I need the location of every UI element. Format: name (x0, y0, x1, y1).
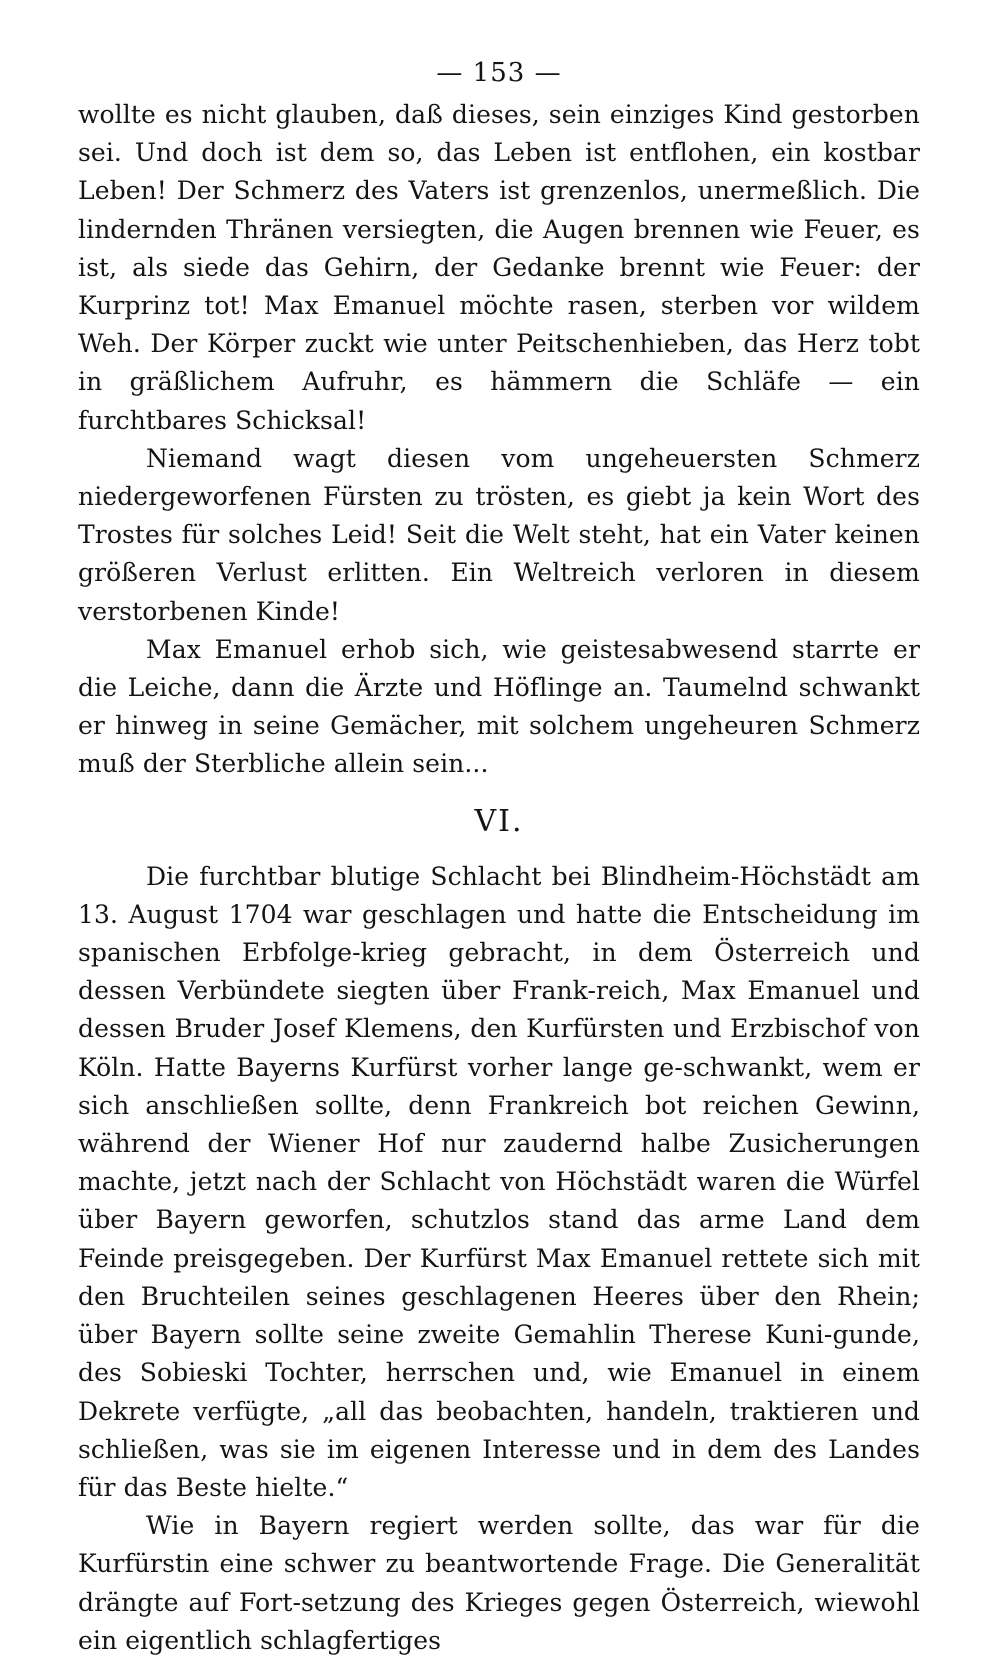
paragraph: Wie in Bayern regiert werden sollte, das war für die Kurfürstin eine schwer zu beantwortende Frage. Die Generalität drängte auf Fort-setzung des Krieges gegen Österreich, wiewohl ein eigentlich schlagfertiges (78, 1511, 920, 1655)
paragraph: Max Emanuel erhob sich, wie geistesabwesend starrte er die Leiche, dann die Ärzte und Höflinge an. Taumelnd schwankt er hinweg in seine Gemächer, mit solchem ungeheuren Schmerz muß der Sterbliche allein sein... (78, 634, 920, 779)
paragraph-continued: wollte es nicht glauben, daß dieses, sein einziges Kind gestorben sei. Und doch ist dem so, das Leben ist entflohen, ein kostbar Leben! Der Schmerz des Vaters ist grenzenlos, unermeßlich. Die lindernden Thränen versiegten, die Augen brennen wie Feuer, es ist, als siede das Gehirn, der Gedanke brennt wie Feuer: der Kurprinz tot! Max Emanuel möchte rasen, sterben vor wildem Weh. Der Körper zuckt wie unter Peitschenhieben, das Herz tobt in gräßlichem Aufruhr, es hämmern die Schläfe — ein furchtbares Schicksal! (78, 100, 920, 435)
page-number: — 153 — (436, 58, 562, 88)
paragraph: Niemand wagt diesen vom ungeheuersten Schmerz niedergeworfenen Fürsten zu trösten, es giebt ja kein Wort des Trostes für solches Leid! Seit die Welt steht, hat ein Vater keinen größeren Verlust erlitten. Ein Weltreich verloren in diesem verstorbenen Kinde! (78, 443, 920, 626)
section-heading: VI. (474, 803, 524, 839)
paragraph: Die furchtbar blutige Schlacht bei Blindheim-Höchstädt am 13. August 1704 war geschlagen und hatte die Entscheidung im spanischen Erbfolge-krieg gebracht, in dem Österreich und dessen Verbündete siegten über Frank-reich, Max Emanuel und dessen Bruder Josef Klemens, den Kurfürsten und Erzbischof von Köln. Hatte Bayerns Kurfürst vorher lange ge-schwankt, wem er sich anschließen sollte, denn Frankreich bot reichen Gewinn, während der Wiener Hof nur zaudernd halbe Zusicherungen machte, jetzt nach der Schlacht von Höchstädt waren die Würfel über Bayern geworfen, schutzlos stand das arme Land dem Feinde preisgegeben. Der Kurfürst Max Emanuel rettete sich mit den Bruchteilen seines geschlagenen Heeres über den Rhein; über Bayern sollte seine zweite Gemahlin Therese Kuni-gunde, des Sobieski Tochter, herrschen und, wie Emanuel in einem Dekrete verfügte, „all das beobachten, handeln, traktieren und schließen, was sie im eigenen Interesse und in dem des Landes für das Beste hielte.“ (78, 861, 920, 1502)
book-page (78, 56, 920, 1660)
